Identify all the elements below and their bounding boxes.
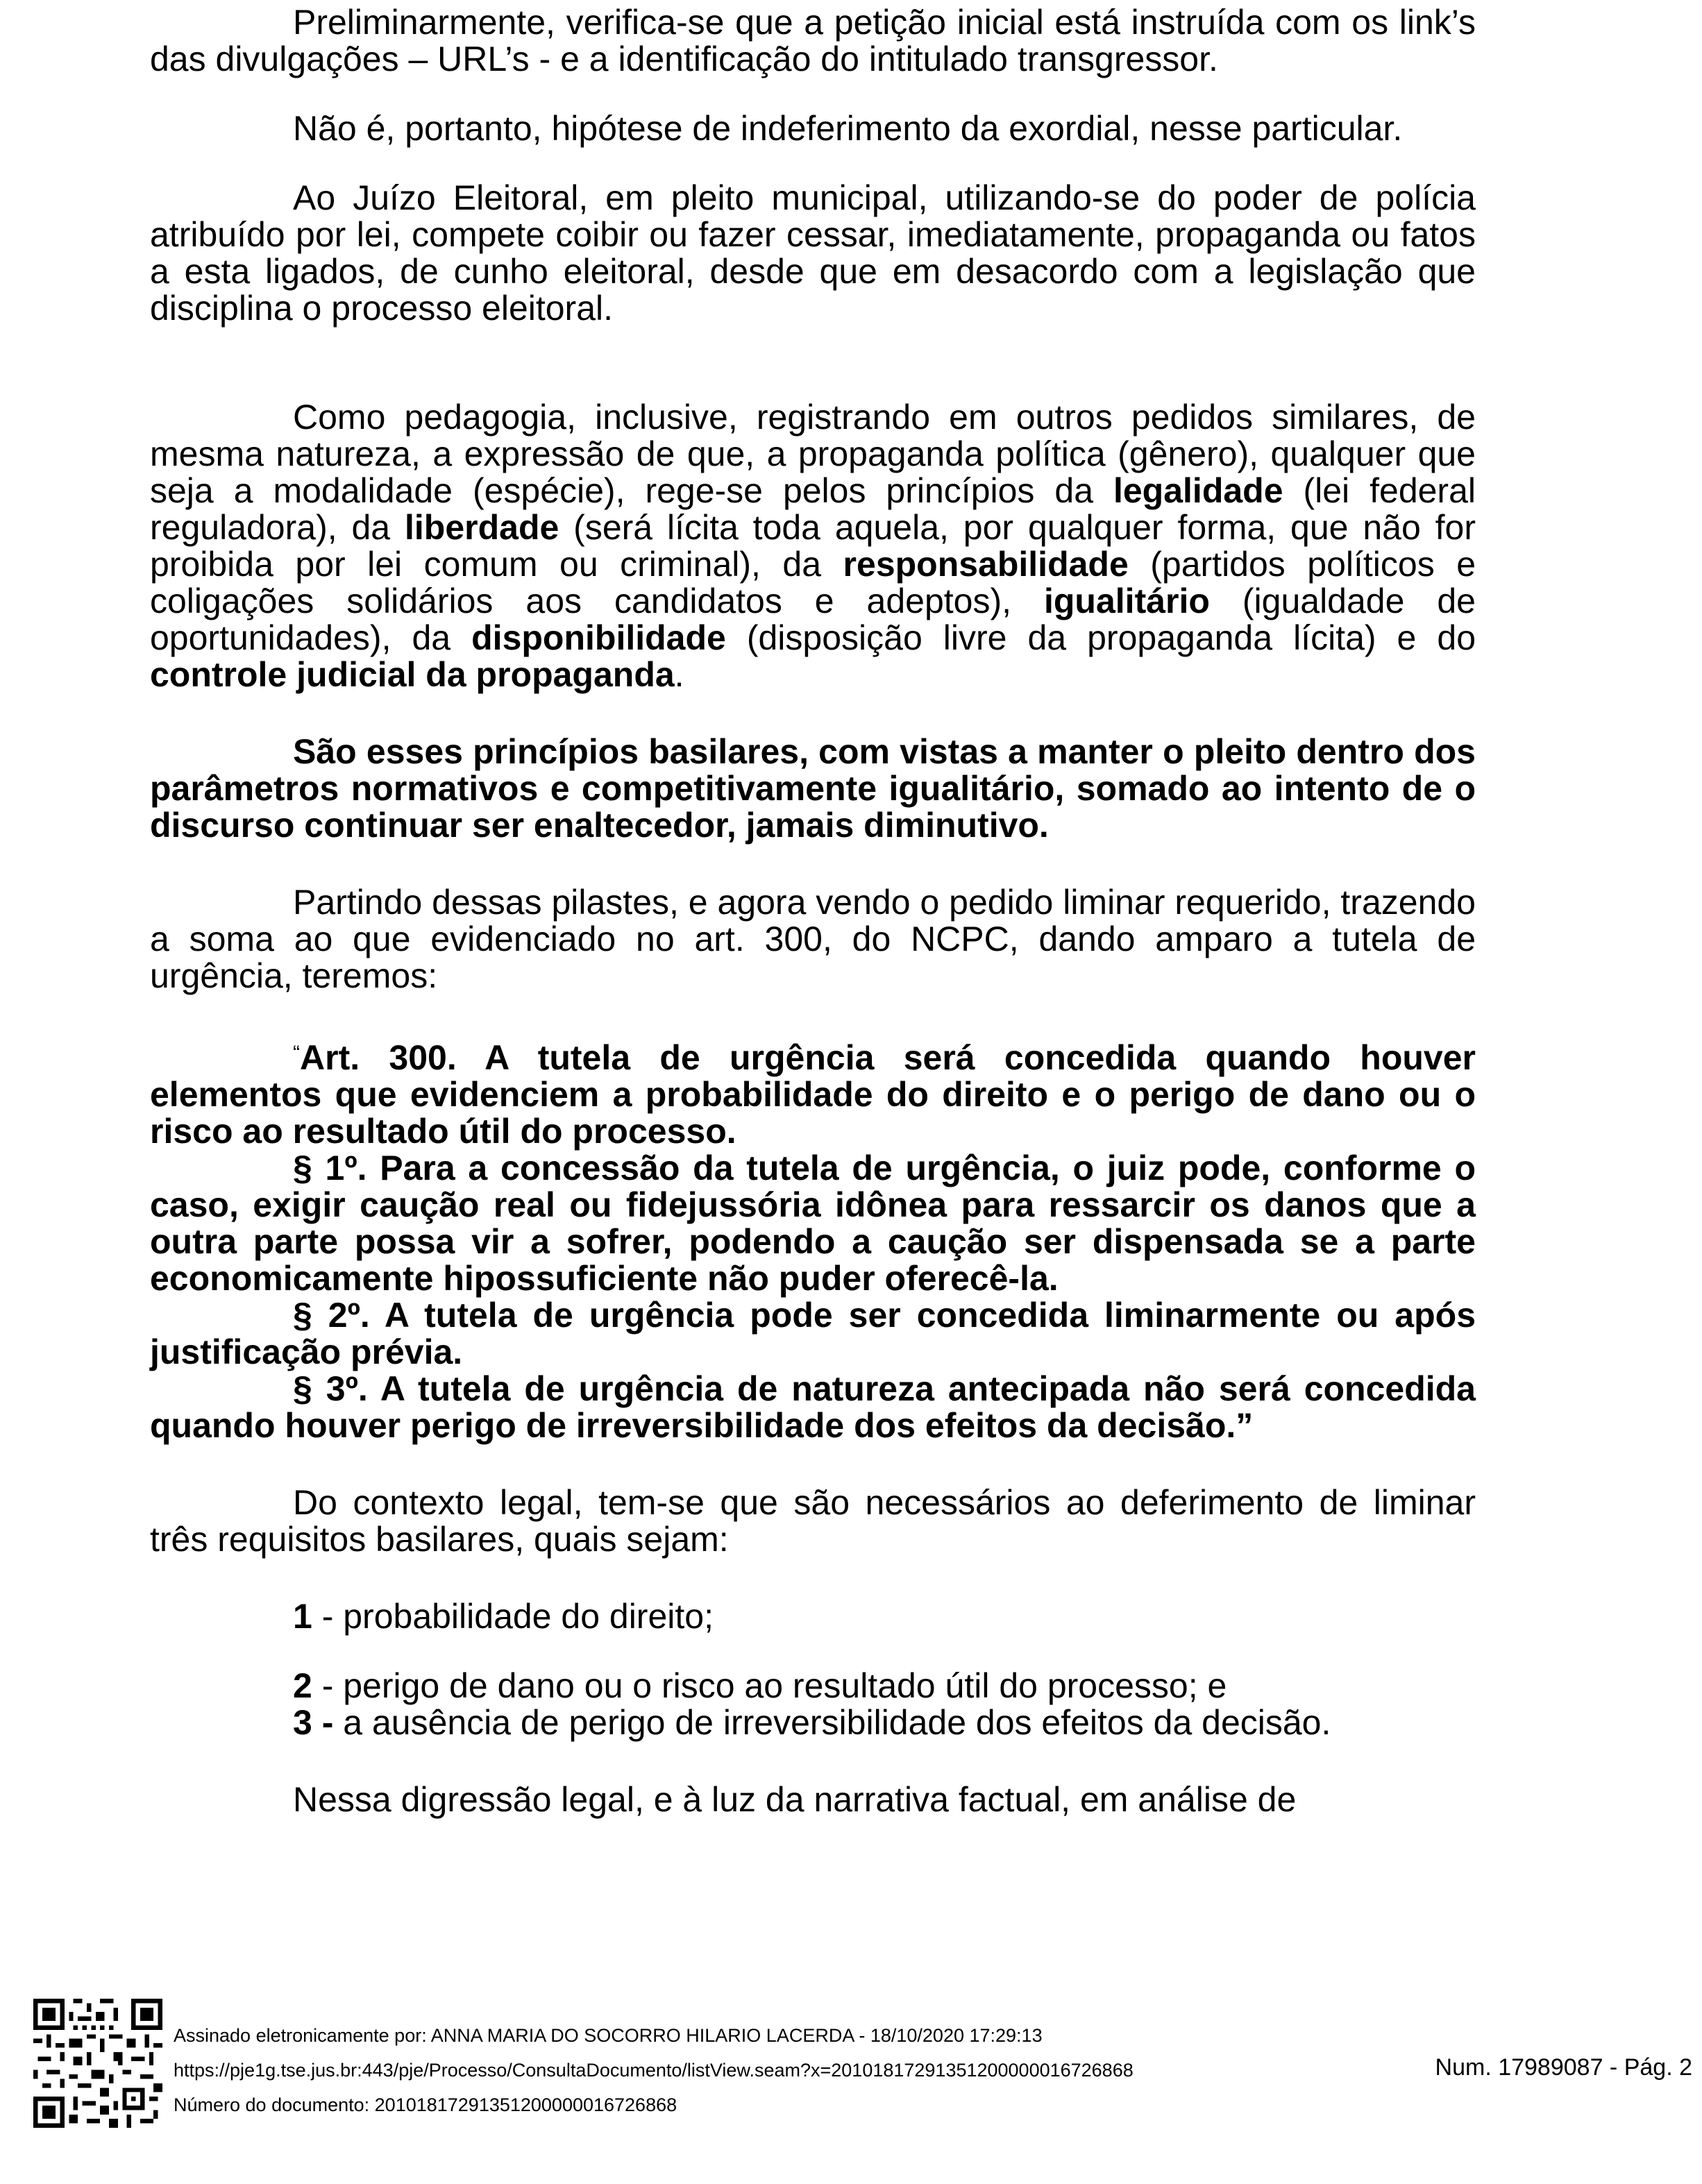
p4-bold-disponibilidade: disponibilidade: [471, 618, 726, 657]
p4-text-5: (igualdade de oportunidades), da: [150, 582, 1476, 657]
requirement-number: 2: [293, 1666, 312, 1705]
p4-text-4: (partidos políticos e coligações solidários aos candidatos e adeptos),: [150, 545, 1476, 620]
quote-art-300-text: Art. 300. A tutela de urgência será concedida quando houver elementos que evidenciem a probabilidade do direito e o perigo de dano ou o risco ao resultado útil do processo.: [150, 1038, 1476, 1151]
paragraph-2: Não é, portanto, hipótese de indeferimento da exordial, nesse particular.: [293, 109, 1403, 148]
requirement-text: - perigo de dano ou o risco ao resultado útil do processo; e: [312, 1666, 1227, 1705]
p4-bold-legalidade: legalidade: [1113, 471, 1283, 510]
paragraph-1: Preliminarmente, verifica-se que a petição inicial está instruída com os link’s das divulgações – URL’s - e a identificação do intitulado transgressor.: [150, 3, 1476, 78]
p4-text-3: (será lícita toda aquela, por qualquer forma, que não for proibida por lei comum ou criminal), da: [150, 508, 1476, 584]
quote-paragraph-2: § 2º. A tutela de urgência pode ser concedida liminarmente ou após justificação prévia.: [150, 1296, 1476, 1371]
quote-art-300: [150, 1035, 1476, 1150]
quote-paragraph-1: § 1º. Para a concessão da tutela de urgência, o juiz pode, conforme o caso, exigir caução real ou fidejussória idônea para ressarcir os danos que a outra parte possa vir a sofrer, podendo a caução ser dispensada se a parte economicamente hipossuficiente não puder oferecê-la.: [150, 1149, 1476, 1298]
paragraph-5: São esses princípios basilares, com vistas a manter o pleito dentro dos parâmetros normativos e competitivamente igualitário, somado ao intento de o discurso continuar ser enaltecedor, jamais diminutivo.: [150, 732, 1476, 845]
document-number: Número do documento: 20101817291351200000016726868: [174, 2094, 677, 2115]
paragraph-6: Partindo dessas pilastes, e agora vendo o pedido liminar requerido, trazendo a soma ao que evidenciado no art. 300, do NCPC, dando amparo a tutela de urgência, teremos:: [150, 883, 1476, 995]
requirement-number: 3 -: [293, 1703, 334, 1742]
signature-line: Assinado eletronicamente por: ANNA MARIA DO SOCORRO HILARIO LACERDA - 18/10/2020 17:29:13: [174, 2025, 1043, 2046]
requirement-1: [150, 1598, 1476, 1635]
document-url[interactable]: https://pje1g.tse.jus.br:443/pje/Processo/ConsultaDocumento/listView.seam?x=20101817291351200000016726868: [174, 2060, 1134, 2081]
qr-code-icon: [33, 1999, 162, 2128]
p4-text-7: .: [674, 655, 684, 694]
quote-paragraph-3: § 3º. A tutela de urgência de natureza antecipada não será concedida quando houver perigo de irreversibilidade dos efeitos da decisão.”: [150, 1369, 1476, 1445]
requirement-3: [150, 1704, 1476, 1741]
paragraph-3: Ao Juízo Eleitoral, em pleito municipal, utilizando-se do poder de polícia atribuído por lei, compete coibir ou fazer cessar, imediatamente, propaganda ou fatos a esta ligados, de cunho eleitoral, desde que em desacordo com a legislação que disciplina o processo eleitoral.: [150, 178, 1476, 328]
requirement-text: a ausência de perigo de irreversibilidade dos efeitos da decisão.: [333, 1703, 1331, 1742]
p4-bold-responsabilidade: responsabilidade: [843, 545, 1129, 584]
paragraph-4: [150, 399, 1476, 693]
p4-text-6: (disposição livre da propaganda lícita) e do: [725, 618, 1476, 657]
p4-text-1: Como pedagogia, inclusive, registrando em outros pedidos similares, de mesma natureza, a expressão de que, a propaganda política (gênero), qualquer que seja a modalidade (espécie), rege-se pelos princípios da: [150, 398, 1476, 510]
requirement-2: [150, 1668, 1476, 1704]
paragraph-7: Do contexto legal, tem-se que são necessários ao deferimento de liminar três requisitos basilares, quais sejam:: [150, 1483, 1476, 1559]
p4-bold-liberdade: liberdade: [405, 508, 559, 547]
paragraph-8: Nessa digressão legal, e à luz da narrativa factual, em análise de: [293, 1780, 1297, 1819]
p4-bold-igualitario: igualitário: [1044, 582, 1210, 620]
page-reference: Num. 17989087 - Pág. 2: [1435, 2054, 1692, 2081]
quote-open-mark: “: [293, 1042, 300, 1065]
requirement-text: - probabilidade do direito;: [312, 1597, 714, 1636]
legal-quote: [150, 1035, 1476, 1444]
requirement-number: 1: [293, 1597, 312, 1636]
signature-footer: [0, 1999, 1702, 2179]
document-body: [150, 4, 1476, 1818]
p4-bold-controle-judicial: controle judicial da propaganda: [150, 655, 675, 694]
p4-text-2: (lei federal reguladora), da: [150, 471, 1476, 547]
